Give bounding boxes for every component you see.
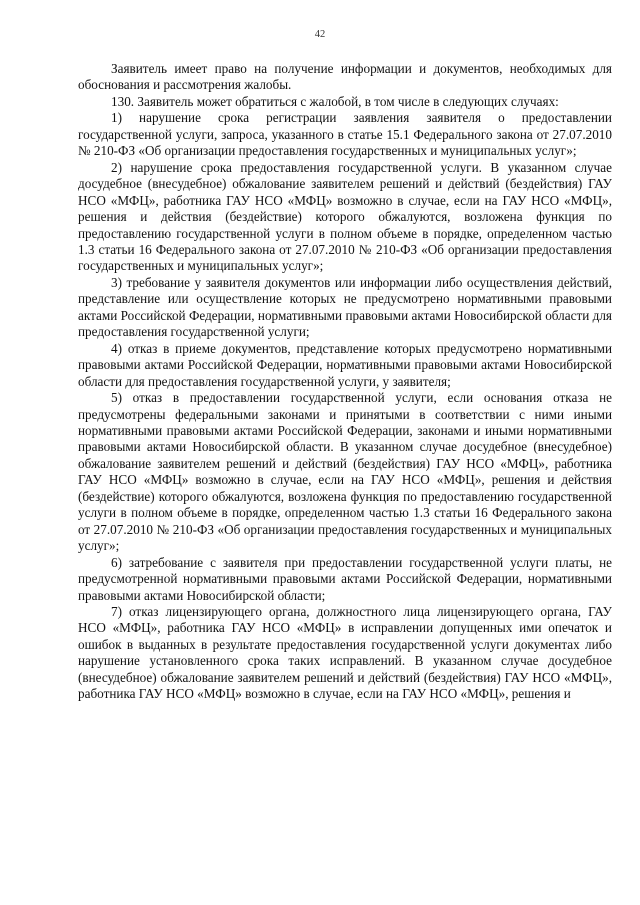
- list-item-3-document-requirement: 3) требование у заявителя документов или информации либо осуществления действий, представление или осуществление которых не предусмотрено нормативными правовыми актами Российской Федерации, нормативными правовыми актами Новосибирской области для предоставления государственной услуги;: [78, 274, 612, 340]
- list-item-4-refusal-to-accept: 4) отказ в приеме документов, представление которых предусмотрено нормативными правовыми актами Российской Федерации, нормативными правовыми актами Новосибирской области для предоставления государственной услуги, у заявителя;: [78, 340, 612, 389]
- page-number: 42: [314, 29, 326, 40]
- paragraph-130-complaint-cases: 130. Заявитель может обратиться с жалобой, в том числе в следующих случаях:: [111, 93, 559, 109]
- list-item-2-service-deadline: 2) нарушение срока предоставления государственной услуги. В указанном случае досудебное (внесудебное) обжалование заявителем решений и действий (бездействия) ГАУ НСО «МФЦ», работника ГАУ НСО «МФЦ» возможно в случае, если на ГАУ НСО «МФЦ», решения и действия (бездействие) которого обжалуются, возложена функция по предоставлению государственной услуги в полном объеме в порядке, определенном частью 1.3 статьи 16 Федерального закона от 27.07.2010 № 210-ФЗ «Об организации предоставления государственных и муниципальных услуг»;: [78, 159, 612, 274]
- list-item-7-correction-refusal: 7) отказ лицензирующего органа, должностного лица лицензирующего органа, ГАУ НСО «МФЦ», работника ГАУ НСО «МФЦ» в исправлении допущенных ими опечаток и ошибок в выданных в результате предоставления государственной услуги документах либо нарушение установленного срока таких исправлений. В указанном случае досудебное (внесудебное) обжалование заявителем решений и действий (бездействия) ГАУ НСО «МФЦ», работника ГАУ НСО «МФЦ» возможно в случае, если на ГАУ НСО «МФЦ», решения и: [78, 603, 612, 702]
- document-body: [78, 61, 612, 703]
- paragraph-right-to-information: Заявитель имеет право на получение информации и документов, необходимых для обоснования и рассмотрения жалобы.: [78, 61, 612, 93]
- list-item-5-refusal-of-service: 5) отказ в предоставлении государственной услуги, если основания отказа не предусмотрены федеральными законами и принятыми в соответствии с ними иными нормативными правовыми актами Российской Федерации, законами и иными нормативными правовыми актами Новосибирской области. В указанном случае досудебное (внесудебное) обжалование заявителем решений и действий (бездействия) ГАУ НСО «МФЦ», работника ГАУ НСО «МФЦ» возможно в случае, если на ГАУ НСО «МФЦ», решения и действия (бездействие) которого обжалуются, возложена функция по предоставлению государственной услуги в полном объеме в порядке, определенном частью 1.3 статьи 16 Федерального закона от 27.07.2010 № 210-ФЗ «Об организации предоставления государственных и муниципальных услуг»;: [78, 390, 612, 554]
- list-item-6-fee-demand: 6) затребование с заявителя при предоставлении государственной услуги платы, не предусмотренной нормативными правовыми актами Российской Федерации, нормативными правовыми актами Новосибирской области;: [78, 554, 612, 603]
- list-item-1-registration-deadline: 1) нарушение срока регистрации заявления заявителя о предоставлении государственной услуги, запроса, указанного в статье 15.1 Федерального закона от 27.07.2010 № 210-ФЗ «Об организации предоставления государственных и муниципальных услуг»;: [78, 110, 612, 159]
